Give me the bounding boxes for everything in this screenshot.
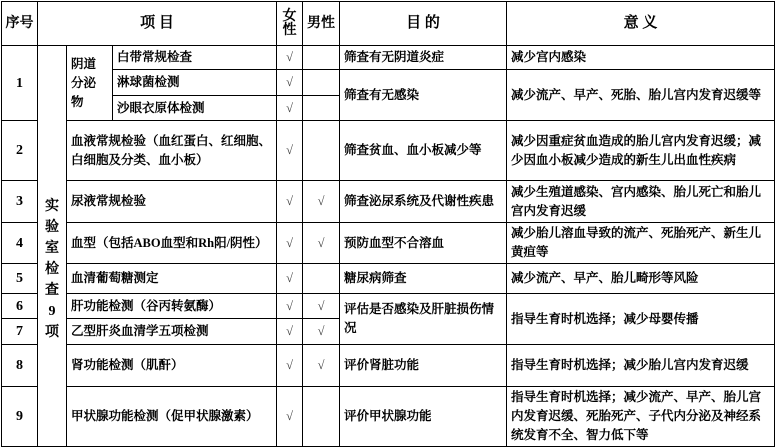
- item-name: 乙型肝炎血清学五项检测: [67, 319, 277, 345]
- purpose-cell: 评估是否感染及肝脏损伤情况: [340, 294, 507, 345]
- female-check: √: [277, 387, 303, 447]
- row-number: 7: [2, 319, 38, 345]
- row-number: 1: [2, 46, 38, 121]
- item-name: 沙眼衣原体检测: [113, 96, 277, 121]
- row-number: 4: [2, 223, 38, 264]
- male-check: [303, 46, 340, 70]
- male-check: [303, 387, 340, 447]
- item-name: 甲状腺功能检测（促甲状腺激素）: [67, 387, 277, 447]
- purpose-cell: 预防血型不合溶血: [340, 223, 507, 264]
- header-seq: 序号: [2, 2, 38, 46]
- table-row: [2, 223, 775, 264]
- meaning-cell: 减少流产、早产、死胎、胎儿宫内发育迟缓等: [507, 70, 775, 121]
- item-name: 血清葡萄糖测定: [67, 264, 277, 294]
- header-row: [2, 2, 775, 46]
- row-number: 8: [2, 345, 38, 387]
- item-name: 白带常规检查: [113, 46, 277, 70]
- female-check: √: [277, 121, 303, 181]
- female-check: √: [277, 223, 303, 264]
- female-check: √: [277, 70, 303, 96]
- meaning-cell: 减少宫内感染: [507, 46, 775, 70]
- male-check: √: [303, 319, 340, 345]
- female-check: √: [277, 319, 303, 345]
- male-check: [303, 264, 340, 294]
- row-number: 5: [2, 264, 38, 294]
- item-name: 血液常规检验（血红蛋白、红细胞、白细胞及分类、血小板）: [67, 121, 277, 181]
- table-row: [2, 387, 775, 447]
- header-purpose: 目 的: [340, 2, 507, 46]
- purpose-cell: 筛查贫血、血小板减少等: [340, 121, 507, 181]
- female-check: √: [277, 181, 303, 223]
- header-male: 男性: [303, 2, 340, 46]
- row-number: 3: [2, 181, 38, 223]
- purpose-cell: 评价甲状腺功能: [340, 387, 507, 447]
- female-check: √: [277, 96, 303, 121]
- row-number: 9: [2, 387, 38, 447]
- male-check: √: [303, 345, 340, 387]
- male-check: [303, 121, 340, 181]
- header-meaning: 意 义: [507, 2, 775, 46]
- meaning-cell: 减少流产、早产、胎儿畸形等风险: [507, 264, 775, 294]
- prenatal-lab-tests-table: [1, 1, 775, 447]
- male-check: [303, 70, 340, 96]
- subgroup-label: 阴道分泌物: [67, 46, 113, 121]
- item-name: 尿液常规检验: [67, 181, 277, 223]
- table-row: [2, 70, 775, 96]
- row-number: 6: [2, 294, 38, 319]
- male-check: √: [303, 294, 340, 319]
- female-check: √: [277, 294, 303, 319]
- row-number: 2: [2, 121, 38, 181]
- male-check: [303, 96, 340, 121]
- purpose-cell: 筛查有无感染: [340, 70, 507, 121]
- meaning-cell: 指导生育时机选择；减少母婴传播: [507, 294, 775, 345]
- purpose-cell: 筛查有无阴道炎症: [340, 46, 507, 70]
- item-name: 淋球菌检测: [113, 70, 277, 96]
- item-name: 肝功能检测（谷丙转氨酶）: [67, 294, 277, 319]
- table-row: [2, 294, 775, 319]
- purpose-cell: 评价肾脏功能: [340, 345, 507, 387]
- female-check: √: [277, 46, 303, 70]
- meaning-cell: 减少生殖道感染、宫内感染、胎儿死亡和胎儿宫内发育迟缓: [507, 181, 775, 223]
- header-female: 女性: [277, 2, 303, 46]
- table-row: [2, 181, 775, 223]
- table-row: [2, 46, 775, 70]
- purpose-cell: 筛查泌尿系统及代谢性疾患: [340, 181, 507, 223]
- meaning-cell: 指导生育时机选择；减少胎儿宫内发育迟缓: [507, 345, 775, 387]
- table-row: [2, 121, 775, 181]
- item-name: 肾功能检测（肌酐）: [67, 345, 277, 387]
- meaning-cell: 指导生育时机选择；减少流产、早产、胎儿宫内发育迟缓、死胎死产、子代内分泌及神经系统发育不全、智力低下等: [507, 387, 775, 447]
- meaning-cell: 减少胎儿溶血导致的流产、死胎死产、新生儿黄疸等: [507, 223, 775, 264]
- table-row: [2, 264, 775, 294]
- female-check: √: [277, 345, 303, 387]
- female-check: √: [277, 264, 303, 294]
- purpose-cell: 糖尿病筛查: [340, 264, 507, 294]
- item-name: 血型（包括ABO血型和Rh阳/阴性）: [67, 223, 277, 264]
- header-item: 项 目: [38, 2, 277, 46]
- male-check: √: [303, 181, 340, 223]
- group-label: 实验室检查9项: [38, 46, 67, 447]
- meaning-cell: 减少因重症贫血造成的胎儿宫内发育迟缓；减少因血小板减少造成的新生儿出血性疾病: [507, 121, 775, 181]
- table-row: [2, 345, 775, 387]
- male-check: √: [303, 223, 340, 264]
